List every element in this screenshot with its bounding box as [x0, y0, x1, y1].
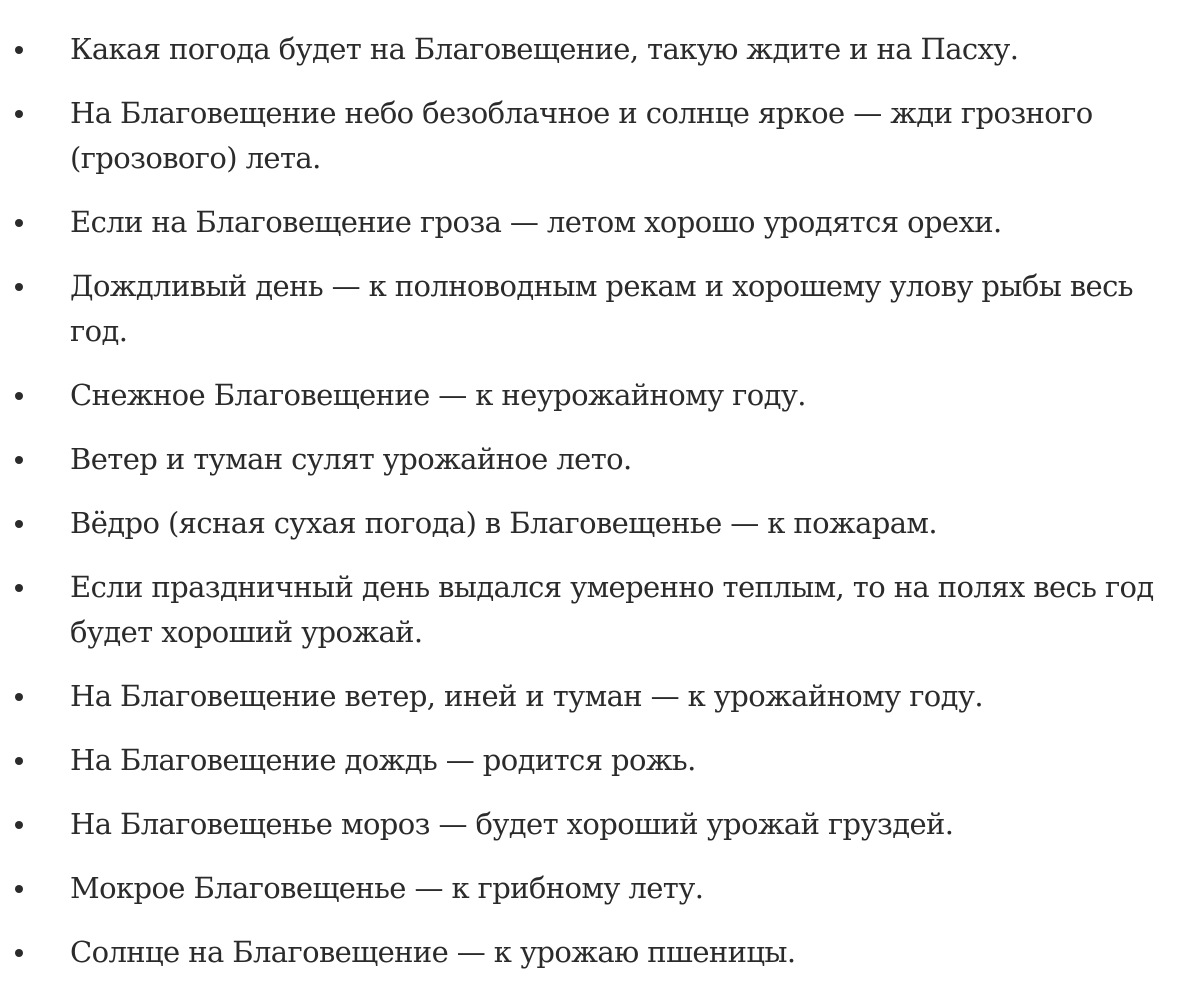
- list-item-text: Какая погода будет на Благовещение, такую ждите и на Пасху.: [70, 32, 1019, 66]
- list-item: [0, 802, 1200, 847]
- bullet-icon: [15, 584, 23, 592]
- bullet-icon: [15, 219, 23, 227]
- list-item: [0, 930, 1200, 975]
- bullet-icon: [15, 392, 23, 400]
- list-item: [0, 264, 1200, 354]
- list-item-text: Вёдро (ясная сухая погода) в Благовещенье — к пожарам.: [70, 506, 938, 540]
- bullet-icon: [15, 757, 23, 765]
- bullet-icon: [15, 110, 23, 118]
- list-item-text: На Благовещенье мороз — будет хороший урожай груздей.: [70, 807, 954, 841]
- list-item-text: На Благовещение небо безоблачное и солнце яркое — жди грозного (грозового) лета.: [70, 96, 1093, 175]
- list-item-text: Ветер и туман сулят урожайное лето.: [70, 442, 632, 476]
- bullet-icon: [15, 283, 23, 291]
- list-item-text: Если праздничный день выдался умеренно теплым, то на полях весь год будет хороший урожай.: [70, 570, 1154, 649]
- list-item-text: Мокрое Благовещенье — к грибному лету.: [70, 871, 704, 905]
- list-item: [0, 373, 1200, 418]
- list-item: [0, 437, 1200, 482]
- list-item-text: Снежное Благовещение — к неурожайному году.: [70, 378, 806, 412]
- bullet-icon: [15, 949, 23, 957]
- list-item-text: Дождливый день — к полноводным рекам и хорошему улову рыбы весь год.: [70, 269, 1133, 348]
- list-item: [0, 866, 1200, 911]
- bullet-icon: [15, 456, 23, 464]
- list-item: [0, 501, 1200, 546]
- list-item: [0, 738, 1200, 783]
- list-item: [0, 565, 1200, 655]
- list-item-text: На Благовещение ветер, иней и туман — к урожайному году.: [70, 679, 983, 713]
- bullet-icon: [15, 693, 23, 701]
- bullet-icon: [15, 885, 23, 893]
- list-item-text: На Благовещение дождь — родится рожь.: [70, 743, 696, 777]
- list-item: [0, 200, 1200, 245]
- list-item: [0, 27, 1200, 72]
- list-item-text: Солнце на Благовещение — к урожаю пшеницы.: [70, 935, 796, 969]
- list-item: [0, 674, 1200, 719]
- bullet-icon: [15, 520, 23, 528]
- list-item-text: Если на Благовещение гроза — летом хорошо уродятся орехи.: [70, 205, 1002, 239]
- list-item: [0, 91, 1200, 181]
- bullet-icon: [15, 46, 23, 54]
- bullet-icon: [15, 821, 23, 829]
